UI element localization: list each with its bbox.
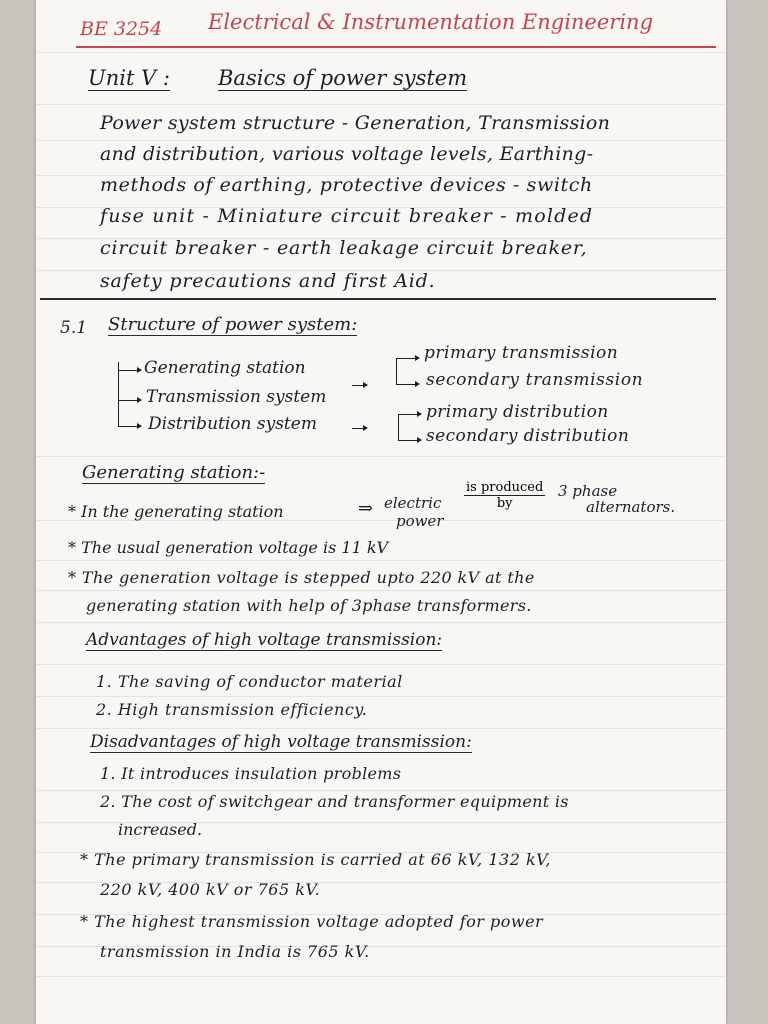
tree-arrow xyxy=(396,384,418,385)
tree-arrow xyxy=(352,428,366,429)
generating-heading xyxy=(82,462,265,483)
produced-by-fraction xyxy=(464,480,545,511)
advantage-item: 1. The saving of conductor material xyxy=(96,672,403,691)
tree-arrow xyxy=(396,358,418,359)
generating-heading-text: Generating station:- xyxy=(82,462,266,483)
note-line: transmission in India is 765 kV. xyxy=(100,942,370,961)
tree-branch xyxy=(398,414,399,440)
transmission-type: primary transmission xyxy=(424,343,619,363)
distribution-type: secondary distribution xyxy=(426,426,630,446)
advantages-heading-text: Advantages of high voltage transmission: xyxy=(86,630,443,650)
section-number: 5.1 xyxy=(60,318,88,338)
syllabus-line: and distribution, various voltage levels, Earthing- xyxy=(100,143,594,165)
produced-text: is produced xyxy=(466,480,544,495)
distribution-type: primary distribution xyxy=(426,402,609,422)
syllabus-line: safety precautions and first Aid. xyxy=(100,270,436,292)
course-title: Electrical & Instrumentation Engineering xyxy=(208,10,654,34)
structure-item: Distribution system xyxy=(148,414,317,434)
tree-branch xyxy=(118,362,119,426)
note-line: * The highest transmission voltage adopted for power xyxy=(80,912,544,931)
structure-item: Generating station xyxy=(144,358,306,378)
disadvantages-heading xyxy=(90,732,472,752)
phase-text: 3 phase xyxy=(558,482,618,500)
unit-title xyxy=(218,66,467,90)
tree-branch xyxy=(396,358,397,384)
disadvantages-heading-text: Disadvantages of high voltage transmission: xyxy=(90,732,472,752)
by-text: by xyxy=(496,496,513,511)
disadvantage-item: 1. It introduces insulation problems xyxy=(100,764,402,783)
tree-arrow xyxy=(352,385,366,386)
unit-label-text: Unit V : xyxy=(88,66,170,90)
generating-line: * The generation voltage is stepped upto 220 kV at the xyxy=(68,568,535,587)
transmission-type: secondary transmission xyxy=(426,370,644,390)
tree-arrow xyxy=(118,370,140,371)
power-text: power xyxy=(396,512,444,530)
tree-arrow xyxy=(118,400,140,401)
alternators-text: alternators. xyxy=(586,498,676,516)
note-line: 220 kV, 400 kV or 765 kV. xyxy=(100,880,321,899)
syllabus-line: fuse unit - Miniature circuit breaker - molded xyxy=(100,205,594,227)
advantages-heading xyxy=(86,630,442,650)
disadvantage-item: increased. xyxy=(118,820,203,839)
disadvantage-item: 2. The cost of switchgear and transformer equipment is xyxy=(100,792,569,811)
unit-title-text: Basics of power system xyxy=(218,66,468,90)
generating-line: * The usual generation voltage is 11 kV xyxy=(68,538,389,557)
tree-arrow xyxy=(398,440,420,441)
section-title xyxy=(108,314,357,335)
tree-arrow xyxy=(118,426,140,427)
section-title-text: Structure of power system: xyxy=(108,314,358,335)
section-divider xyxy=(40,298,716,300)
syllabus-line: methods of earthing, protective devices - switch xyxy=(100,174,593,196)
generating-line: * In the generating station xyxy=(68,502,284,521)
generating-line: generating station with help of 3phase transformers. xyxy=(86,596,532,615)
syllabus-line: circuit breaker - earth leakage circuit breaker, xyxy=(100,237,588,259)
structure-item: Transmission system xyxy=(146,387,327,407)
note-line: * The primary transmission is carried at 66 kV, 132 kV, xyxy=(80,850,552,869)
electric-text: electric xyxy=(384,494,442,512)
unit-label xyxy=(88,66,170,90)
header-underline xyxy=(76,46,716,48)
implies-arrow: ⇒ xyxy=(358,498,374,519)
syllabus-line: Power system structure - Generation, Transmission xyxy=(100,112,611,134)
course-code: BE 3254 xyxy=(80,18,163,40)
tree-arrow xyxy=(398,414,420,415)
notebook-page xyxy=(36,0,726,1024)
advantage-item: 2. High transmission efficiency. xyxy=(96,700,368,719)
